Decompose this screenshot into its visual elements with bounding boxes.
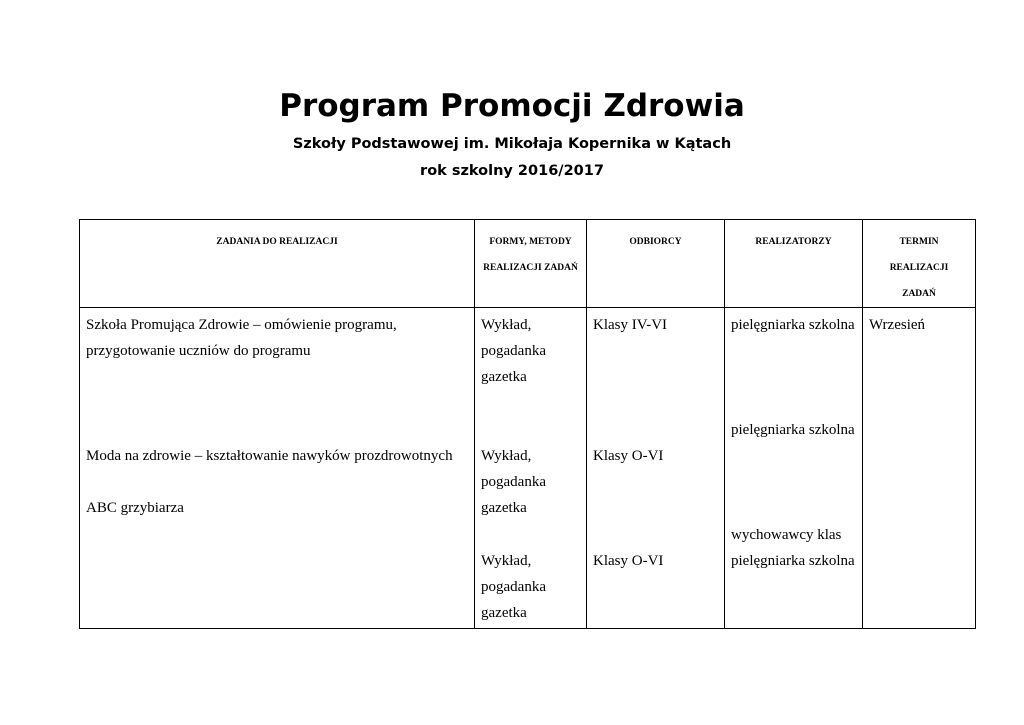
- realizatorzy-line: [731, 445, 856, 471]
- formy-line: pogadanka: [481, 578, 546, 595]
- formy-line: pogadanka: [481, 343, 546, 360]
- realizatorzy-line: [731, 393, 856, 419]
- odbiorcy-line: [593, 393, 718, 419]
- header-termin: [863, 220, 976, 308]
- zadania-line: [86, 366, 468, 392]
- header-termin-line-3: ZADAŃ: [902, 289, 936, 299]
- cell-termin: [863, 308, 976, 629]
- formy-line: [481, 393, 580, 419]
- cell-odbiorcy: [587, 308, 725, 629]
- table-header-row: [80, 220, 976, 308]
- header-odbiorcy-label: ODBIORCY: [629, 237, 682, 247]
- realizatorzy-line: wychowawcy klas: [731, 526, 842, 543]
- cell-realizatorzy: [725, 308, 863, 629]
- cell-formy: [475, 308, 587, 629]
- table-row: [80, 308, 976, 629]
- termin-line: Wrzesień: [869, 317, 926, 333]
- program-table: [79, 219, 976, 629]
- zadania-line: Szkoła Promująca Zdrowie – omówienie programu,: [86, 317, 397, 333]
- odbiorcy-line: Klasy O-VI: [593, 447, 664, 464]
- header-zadania-label: ZADANIA DO REALIZACJI: [216, 237, 338, 247]
- cell-zadania: [80, 308, 475, 629]
- header-zadania: [80, 220, 475, 308]
- formy-line: Wykład,: [481, 552, 532, 569]
- formy-line: pogadanka: [481, 474, 546, 491]
- header-formy: [475, 220, 587, 308]
- formy-line: gazetka: [481, 605, 527, 622]
- header-formy-line-1: FORMY, METODY: [489, 237, 572, 247]
- odbiorcy-line: [593, 366, 718, 392]
- realizatorzy-line: [731, 366, 856, 392]
- school-name-subtitle: Szkoły Podstawowej im. Mikołaja Kopernika w Kątach: [292, 136, 732, 152]
- formy-line: [481, 419, 580, 445]
- header-odbiorcy: [587, 220, 725, 308]
- formy-line: Wykład,: [481, 317, 532, 333]
- realizatorzy-line: pielęgniarka szkolna: [731, 552, 855, 569]
- odbiorcy-line: [593, 419, 718, 445]
- realizatorzy-line: pielęgniarka szkolna: [731, 317, 855, 333]
- header-termin-line-2: REALIZACJI: [889, 263, 949, 273]
- realizatorzy-line: [731, 471, 856, 497]
- zadania-line: przygotowanie uczniów do programu: [86, 343, 311, 360]
- odbiorcy-line: [593, 471, 718, 497]
- odbiorcy-line: Klasy O-VI: [593, 552, 664, 569]
- formy-line: gazetka: [481, 500, 527, 517]
- zadania-line: Moda na zdrowie – kształtowanie nawyków prozdrowotnych: [86, 447, 453, 464]
- header-realizatorzy: [725, 220, 863, 308]
- formy-line: gazetka: [481, 369, 527, 386]
- odbiorcy-line: [593, 497, 718, 523]
- odbiorcy-line: Klasy IV-VI: [593, 317, 668, 333]
- zadania-line: [86, 393, 468, 419]
- header-termin-line-1: TERMIN: [899, 237, 939, 247]
- document-title: Program Promocji Zdrowia: [279, 88, 745, 124]
- realizatorzy-line: pielęgniarka szkolna: [731, 421, 855, 438]
- header-realizatorzy-label: REALIZATORZY: [755, 237, 832, 247]
- odbiorcy-line: [593, 524, 718, 550]
- header-formy-line-2: REALIZACJI ZADAŃ: [483, 263, 578, 273]
- school-year-subtitle: rok szkolny 2016/2017: [420, 163, 604, 179]
- zadania-line: [86, 419, 468, 445]
- zadania-line: ABC grzybiarza: [86, 500, 184, 517]
- realizatorzy-line: [731, 497, 856, 523]
- realizatorzy-line: [731, 340, 856, 366]
- zadania-line: [86, 471, 468, 497]
- formy-line: [481, 524, 580, 550]
- formy-line: Wykład,: [481, 447, 532, 464]
- odbiorcy-line: [593, 340, 718, 366]
